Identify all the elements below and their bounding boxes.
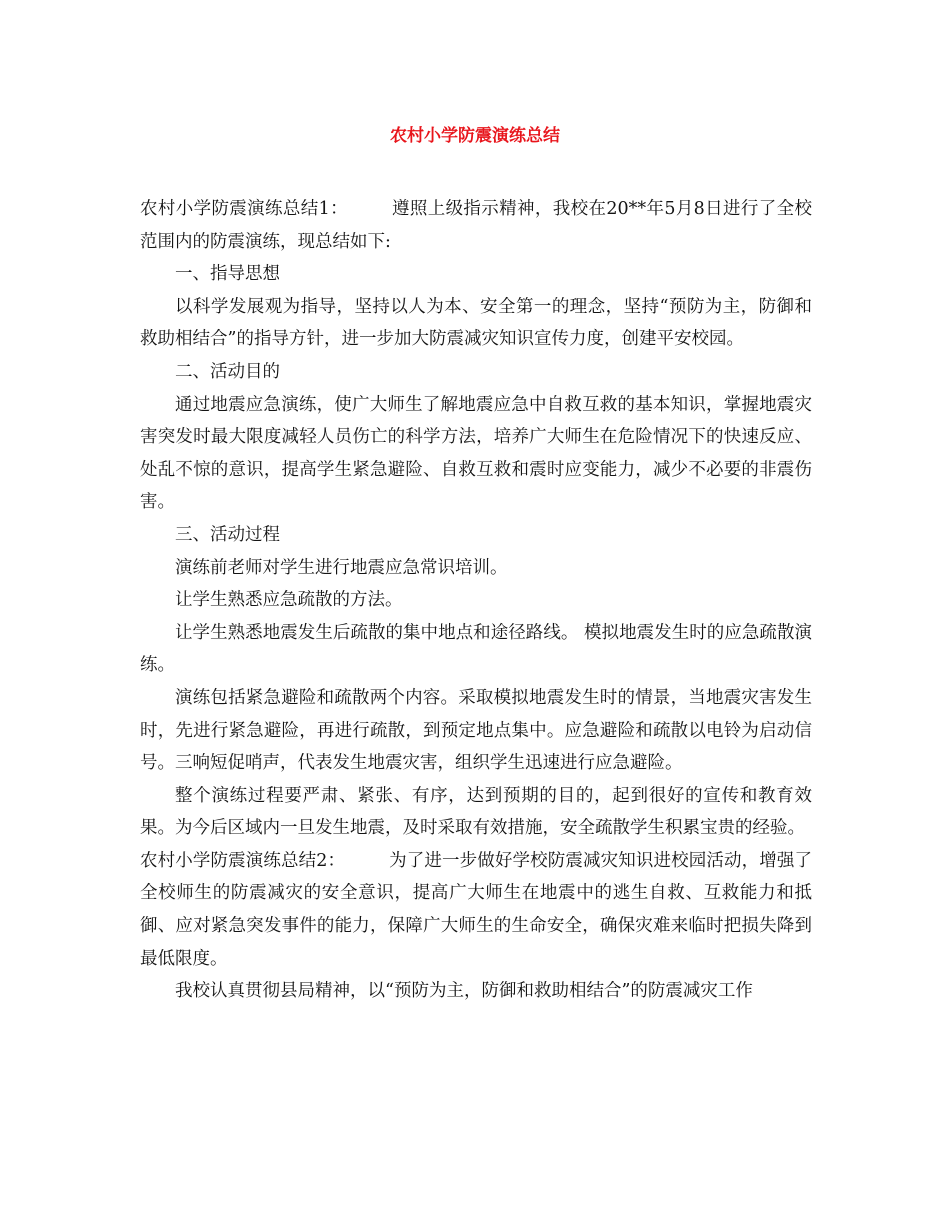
section2-paragraph-implementation: 我校认真贯彻县局精神，以“预防为主，防御和救助相结合”的防震减灾工作 [175, 981, 753, 1002]
section1-heading-purpose: 二、活动目的 [175, 361, 280, 382]
section1-paragraph-purpose: 通过地震应急演练，使广大师生了解地震应急中自救互救的基本知识，掌握地震灾害突发时最大限度减轻人员伤亡的科学方法，培养广大师生在危险情况下的快速反应、处乱不惊的意识，提高学生紧急避险、自救互救和震时应变能力，减少不必要的非震伤害。 [140, 394, 812, 513]
section1-heading-guiding-thought: 一、指导思想 [175, 264, 280, 285]
section1-heading-process: 三、活动过程 [175, 524, 280, 545]
section1-paragraph-drill-content: 演练包括紧急避险和疏散两个内容。采取模拟地震发生时的情景，当地震灾害发生时，先进行紧急避险，再进行疏散，到预定地点集中。应急避险和疏散以电铃为启动信号。三响短促哨声，代表发生地震灾害，组织学生迅速进行应急避险。 [140, 687, 812, 774]
section2-label: 农村小学防震演练总结2： [140, 850, 346, 871]
section1-paragraph-evacuation-route: 让学生熟悉地震发生后疏散的集中地点和途径路线。 模拟地震发生时的应急疏散演练。 [140, 622, 812, 676]
document-body [140, 193, 812, 1008]
section1-paragraph-evacuation-method: 让学生熟悉应急疏散的方法。 [175, 590, 403, 611]
section1-paragraph-training: 演练前老师对学生进行地震应急常识培训。 [175, 557, 508, 578]
document-title: 农村小学防震演练总结 [390, 126, 560, 146]
section1-label: 农村小学防震演练总结1： [140, 199, 348, 219]
section1-paragraph-drill-effect: 整个演练过程要严肃、紧张、有序，达到预期的目的，起到很好的宣传和教育效果。为今后区域内一旦发生地震，及时采取有效措施，安全疏散学生积累宝贵的经验。 [140, 785, 812, 839]
section1-paragraph-guiding-thought: 以科学发展观为指导，坚持以人为本、安全第一的理念，坚持“预防为主，防御和救助相结合”的指导方针，进一步加大防震减灾知识宣传力度，创建平安校园。 [140, 296, 812, 350]
section1-intro-paragraph [140, 193, 812, 258]
section2-intro-paragraph [140, 845, 812, 975]
section2-intro: 为了进一步做好学校防震减灾知识进校园活动，增强了全校师生的防震减灾的安全意识，提高广大师生在地震中的逃生自救、互救能力和抵御、应对紧急突发事件的能力，保障广大师生的生命安全，确保灾难来临时把损失降到最低限度。 [140, 850, 813, 969]
section1-intro: 遵照上级指示精神，我校在20**年5月8日进行了全校范围内的防震演练，现总结如下: [140, 199, 812, 252]
